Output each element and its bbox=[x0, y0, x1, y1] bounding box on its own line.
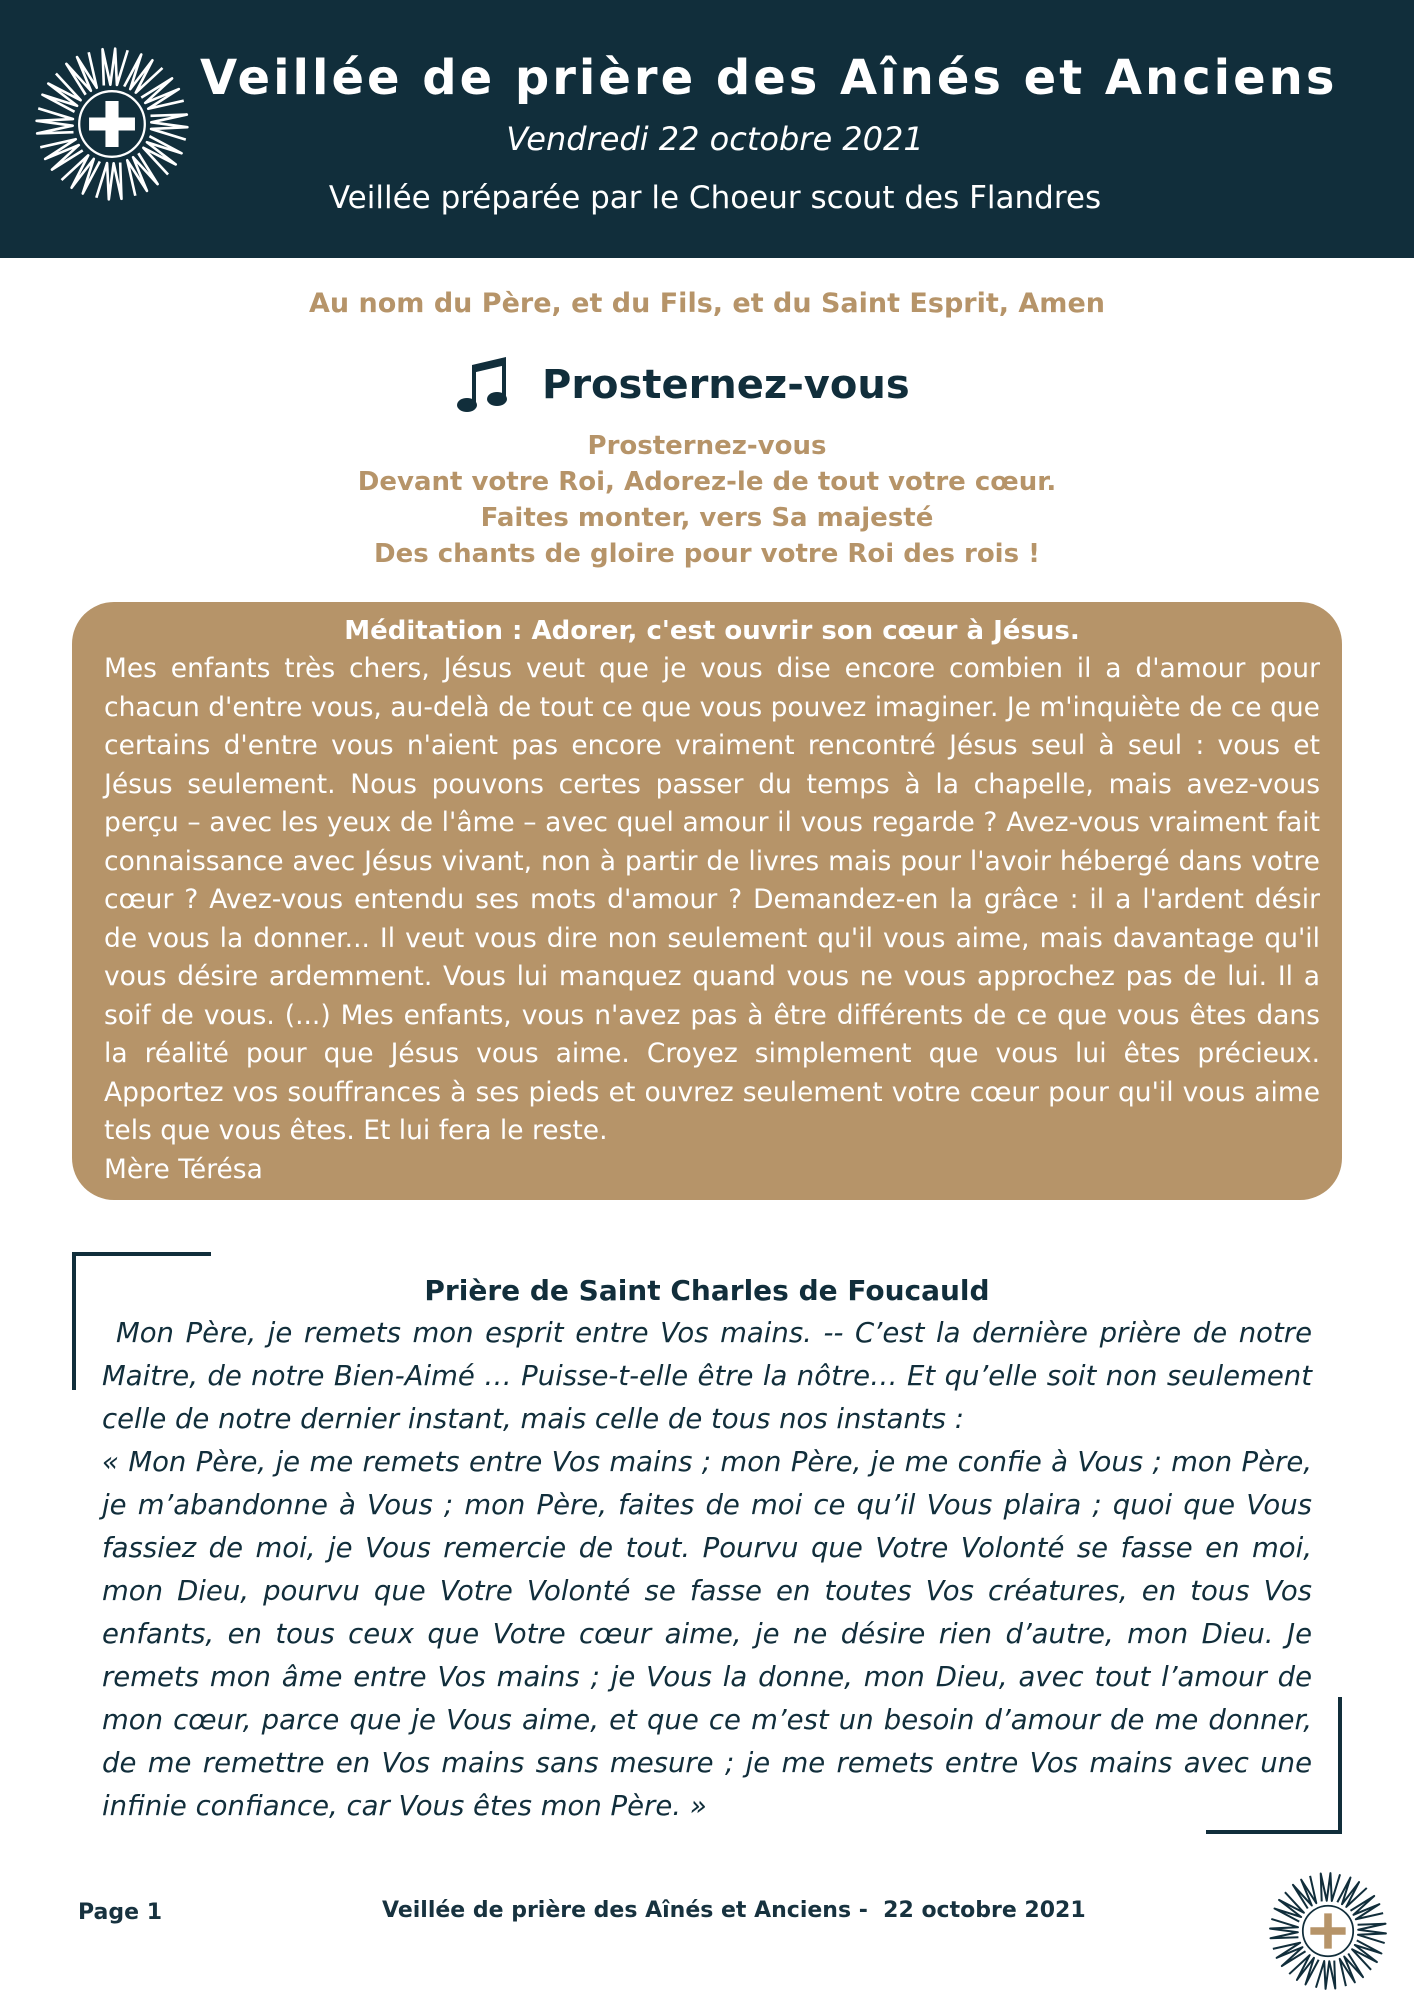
sun-ray bbox=[1358, 1924, 1386, 1943]
prayer-text: « Mon Père, je me remets entre Vos mains ; mon Père, je me confie à Vous ; mon Père, je m’abandonne à Vous ; mon Père, faites de moi ce qu’il Vous plaira ; quoi que Vous fassiez de moi, je Vous remercie de tout. Pourvu que Votre Volonté se fasse en moi, mon Dieu, pourvu que Votre Volonté se fasse en toutes Vos créatures, en tous Vos enfants, en tous ceux que Votre cœur aime, je ne désire rien d’autre, mon Dieu. Je remets mon âme entre Vos mains ; je Vous la donne, mon Dieu, avec tout l’amour de mon cœur, parce que je Vous aime, et que ce m’est un besoin d’amour de me donner, de me remettre en Vos mains sans mesure ; je me remets entre Vos mains avec une infinie confiance, car Vous êtes mon Père. » bbox=[102, 1446, 1312, 1822]
music-note-icon bbox=[456, 353, 512, 417]
scout-cross-sun-icon bbox=[30, 42, 194, 206]
invocation: Au nom du Père, et du Fils, et du Saint Esprit, Amen bbox=[309, 288, 1105, 319]
meditation-author: Mère Térésa bbox=[104, 1153, 263, 1185]
event-date: Vendredi 22 octobre 2021 bbox=[506, 120, 924, 158]
meditation-text: Mes enfants très chers, Jésus veut que je vous dise encore combien il a d'amour pour chacun d'entre vous, au-delà de tout ce que vous pouvez imaginer. Je m'inquiète de ce que certains d'entre vous n'aient pas encore vraiment rencontré Jésus seul à seul : vous et Jésus seulement. Nous pouvons certes passer du temps à la chapelle, mais avez-vous perçu – avec les yeux de l'âme – avec quel amour il vous regarde ? Avez-vous vraiment fait connaissance avec Jésus vivant, non à partir de livres mais pour l'avoir hébergé dans votre cœur ? Avez-vous entendu ses mots d'amour ? Demandez-en la grâce : il a l'ardent désir de vous la donner... Il veut vous dire non seulement qu'il vous aime, mais davantage qu'il vous désire ardemment. Vous lui manquez quand vous ne vous approchez pas de lui. Il a soif de vous. (...) Mes enfants, vous n'avez pas à être différents de ce que vous êtes dans la réalité pour que Jésus vous aime. Croyez simplement que vous lui êtes précieux. Apportez vos souffrances à ses pieds et ouvrez seulement votre cœur pour qu'il vous aime tels que vous êtes. Et lui fera le reste. bbox=[104, 653, 1320, 1146]
song-heading bbox=[456, 350, 910, 420]
meditation-box bbox=[72, 602, 1342, 1200]
footer-title: Veillée de prière des Aînés et Anciens - 22 octobre 2021 bbox=[382, 1898, 1086, 1923]
prayer-intro: Mon Père, je remets mon esprit entre Vos mains. -- C’est la dernière prière de notre Maitre, de notre Bien-Aimé … Puisse-t-elle être la nôtre… Et qu’elle soit non seulement celle de notre dernier instant, mais celle de tous nos instants : bbox=[102, 1317, 1312, 1435]
meditation-title: Méditation : Adorer, c'est ouvrir son cœur à Jésus. bbox=[344, 616, 1080, 646]
sun-ray bbox=[1270, 1919, 1298, 1938]
sun-ray bbox=[37, 108, 74, 133]
sun-ray bbox=[103, 49, 128, 86]
prayer-section bbox=[102, 1270, 1312, 1828]
lyric-line: Prosternez-vous bbox=[587, 431, 827, 461]
song-title: Prosternez-vous bbox=[542, 362, 910, 408]
header-banner bbox=[0, 0, 1414, 258]
header-subtitle: Veillée préparée par le Choeur scout des Flandres bbox=[328, 180, 1102, 216]
song-lyrics bbox=[0, 428, 1414, 572]
sun-ray bbox=[1321, 1873, 1340, 1901]
sun-ray bbox=[96, 163, 121, 200]
sun-ray bbox=[151, 115, 188, 140]
lyric-line: Faites monter, vers Sa majesté bbox=[480, 503, 934, 533]
scout-cross-sun-icon bbox=[1265, 1868, 1391, 1994]
lyric-line: Des chants de gloire pour votre Roi des rois ! bbox=[374, 539, 1040, 569]
lyric-line: Devant votre Roi, Adorez-le de tout votre cœur. bbox=[357, 467, 1057, 497]
page-title: Veillée de prière des Aînés et Anciens bbox=[200, 50, 1338, 106]
sun-ray bbox=[1316, 1961, 1335, 1989]
prayer-title: Prière de Saint Charles de Foucauld bbox=[424, 1274, 990, 1307]
page-number: Page 1 bbox=[78, 1900, 163, 1925]
